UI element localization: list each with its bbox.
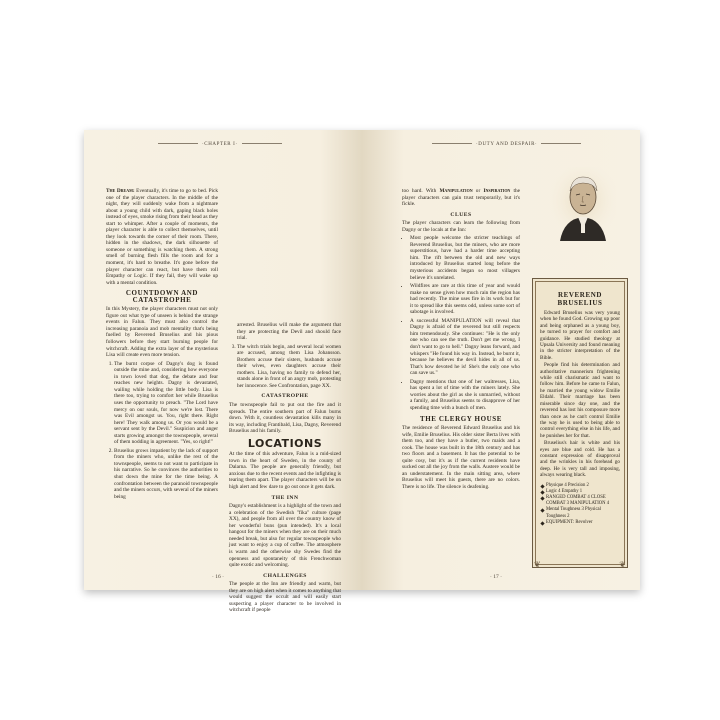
countdown-list bbox=[106, 361, 218, 500]
sidebar-body bbox=[540, 310, 620, 479]
clues-heading: CLUES bbox=[450, 211, 472, 218]
left-column-1 bbox=[106, 188, 218, 502]
left-column-2 bbox=[229, 322, 341, 616]
clue-item: • Most people welcome the stricter teachings of Reverend Bruselius, but the miners, who are more superstitious, have had a harder time accepting him. The rift between the old and new ways introduced by Bruselius started long before the mysterious accidents began so most villagers believe it's unrelated. bbox=[410, 235, 520, 281]
countdown-item: 2. Bruselius grows impatient by the lack of support from the miners who, unlike the rest of the townspeople, seems to not want to participate in his narrative. So he convinces the authorities to shut down the mine for the time being. A confrontation between the paranoid townspeople and the miners occurs, with several of the miners being bbox=[114, 448, 218, 500]
stat-line: Physique 4 Precision 2 bbox=[540, 483, 620, 489]
stat-line: Logic 4 Empathy 1 bbox=[540, 489, 620, 495]
clergy-house-heading: THE CLERGY HOUSE bbox=[419, 414, 503, 423]
open-book bbox=[84, 130, 640, 614]
sidebar-paragraph: Bruselius's hair is white and his eyes are blue and cold. He has a constant expression of disapproval and the wrinkles in his forehead go deep. He is very tall and imposing, always wearing black. bbox=[540, 440, 620, 479]
challenges-heading: CHALLENGES bbox=[263, 572, 307, 579]
locations-text: At the time of this adventure, Falun is a mid-sized town in the heart of Sweden, in the county of Dalarna. The people are generally friendly, but anxious due to the recent events and the infighting is tearing them apart. The player characters will be on high alert and few dare to go out once it gets dark. bbox=[229, 451, 341, 491]
sidebar-title: REVEREND BRUSELIUS bbox=[557, 291, 603, 307]
clues-list bbox=[402, 235, 520, 411]
stat-line: RANGED COMBAT 4 CLOSE COMBAT 3 MANIPULATION 4 bbox=[540, 495, 620, 507]
locations-heading: LOCATIONS bbox=[247, 436, 323, 450]
clue-item: • A successful MANIPULATION will reveal that Dagny is afraid of the reverend but still respects him tremendously. She continues: "He is the only one who can see the truth. Don't get me wrong, I don't want to go to hell." Dagny leans forward, and whispers "He found his way in. Instead, he burnt it, because he believes the devil hides in all of us. That's how devoted he is! She's the only one who can save us." bbox=[410, 318, 520, 377]
inn-heading: THE INN bbox=[271, 494, 299, 501]
ornament-icon: ❦ bbox=[534, 560, 541, 569]
countdown-item: 3. The witch trials begin, and several local women are accused, among them Lisa Johansson. Brothers accuse their sisters, husbands accuse their wives, even daughters accuse their mothers. Lisa, having no family to defend her, stands alone in front of an angry mob, protesting her innocence. See Confrontation, page XX. bbox=[237, 344, 341, 390]
left-running-header: ·CHAPTER I· bbox=[154, 142, 286, 147]
right-page bbox=[362, 130, 640, 590]
dream-paragraph: The Dream: Eventually, it's time to go to bed. Pick one of the player characters. In the middle of the night, they will suddenly wake from a nightmare about a young child with dark, gaping black holes instead of eyes, smoke rising from their head as they start to whimper. After a couple of moments, the player character is able to collect themselves, until they look towards the corner of their room. There, hidden in the shadows, the dark silhouette of someone or something is watching them. A strong smell of burning flesh fills the room and for a moment, it's hard to breathe. It's gone before the player character can react, but have them roll Empathy or Logic. If they fail, they will wake up with a mental condition. bbox=[106, 188, 218, 286]
clues-intro: The player characters can learn the following from Dagny or the locals at the Inn: bbox=[402, 220, 520, 233]
countdown-heading: COUNTDOWN AND CATASTROPHE bbox=[125, 289, 199, 304]
catastrophe-heading: CATASTROPHE bbox=[261, 393, 309, 400]
stat-line: EQUIPMENT: Revolver bbox=[540, 520, 620, 526]
right-column-1 bbox=[402, 188, 520, 493]
stat-line: Mental Toughness 3 Physical Toughness 2 bbox=[540, 507, 620, 519]
header-rule bbox=[541, 143, 581, 144]
item-2-continued: arrested. Bruselius will make the argument that they are protecting the Devil and should face trial. bbox=[237, 322, 341, 342]
ornament-icon: ❦ bbox=[619, 560, 626, 569]
catastrophe-text: The townspeople fail to put out the fire and it spreads. The entire southern part of Falun burns down. With it, countless devastation kills many in its way, including Frantibald, Lisa, Dagny, Reverend Bruselius and his family. bbox=[229, 402, 341, 435]
sidebar-paragraph: People find his determination and authoritative mannerism frightening while still charismatic and want to follow him. Before he came to Falun, he married the young widow Emilie Eldahl. Their marriage has been miserable since day one, and the reverend has lost his composure more than once as he can't control Emilie the way he is used to being able to control everything else in his life, and he punishes her for that. bbox=[540, 362, 620, 439]
challenges-continued: too hard. With Manipulation or Inspiration the player characters can gain trust temporarily, but it's fickle. bbox=[402, 188, 521, 208]
chapter-title: DUTY AND DESPAIR bbox=[478, 142, 536, 147]
countdown-list-cont bbox=[229, 344, 341, 390]
header-rule bbox=[432, 143, 472, 144]
sidebar-paragraph: Edward Bruselius was very young when he found God. Growing up poor and being orphaned as a young boy, he turned to prayer for comfort and guidance. He studied theology at Upsala University and found meaning in the stricter interpretation of the Bible. bbox=[540, 310, 620, 361]
page-number-left: · 16 · bbox=[212, 574, 224, 580]
inn-text: Dagny's establishment is a highlight of the town and a celebration of the Swedish "fika" culture (page XX), and people from all over the country know of her wonderful buns (pun intended). It's a local hangout for the miners when they are on their much needed break, but also for regular townspeople who just want to enjoy a cup of coffee. The atmosphere is warm and the otherwise shy Swedes find the openness and spontaneity of this Frenchwoman quite exotic and welcoming. bbox=[229, 503, 341, 569]
left-page bbox=[84, 130, 362, 614]
page-number-right: · 17 · bbox=[490, 574, 502, 580]
clue-item: • Dagny mentions that one of her waitresses, Lisa, has spent a lot of time with the miners lately. She worries about the girl as she is unmarried, without a family, and Bruselius seems to disapprove of her spending time with a bunch of men. bbox=[410, 379, 520, 412]
header-rule bbox=[242, 143, 282, 144]
header-rule bbox=[158, 143, 198, 144]
reverend-bruselius-sidebar bbox=[532, 278, 628, 568]
right-running-header: ·DUTY AND DESPAIR· bbox=[428, 142, 585, 147]
clergy-house-text: The residence of Reverend Edward Bruselius and his wife, Emilie Bruselius. His older sister Berta lives with them too, and they have a butler, two maids and a cook. The house was built in the 18th century and has two floors and a basement. It has the potential to be quite cosy, but it's as if the current residents have sucked out all the joy from the walls. Austere would be an understatement. In the main sitting area, where Bruselius will meet his guests, there are no colors. There is no life. The silence is deafening. bbox=[402, 425, 520, 490]
reverend-portrait bbox=[550, 167, 616, 241]
chapter-label: CHAPTER I bbox=[204, 142, 236, 147]
countdown-item: 1. The burnt corpse of Dagny's dog is found outside the mine and, considering how everyone in town loved that dog, the debate and fear reaches new heights. Dagny is devastated, wailing while holding the little body. Lisa is there too, trying to comfort her while Bruselius uses the opportunity to preach. "The Lord have mercy on our souls, for now we're lost. There was Evil amongst us. You, right there. Right here! They walk among us. Or you would be a servant sent by the Devil." Suspicion and anger starts growing amongst the townspeople, several of them nodding in agreement. "Yes, so right!" bbox=[114, 361, 218, 446]
clue-item: • Wildfires are rare at this time of year and would make no sense given how much rain the region has had recently. The mine uses fire in its work but for it to spread like this seems odd, unless some sort of sabotage is involved. bbox=[410, 283, 520, 316]
stat-block bbox=[540, 483, 620, 526]
countdown-intro: In this Mystery, the player characters must not only figure out what type of unseen is behind the strange events in Falun. They must also control the increasing paranoia and mob mentality that's being fuelled by Reverend Bruselius and his pious followers before they start burning people for witchcraft. Adding the extra layer of the mysterious Lisa will create even more tension. bbox=[106, 306, 218, 359]
challenges-text: The people at the Inn are friendly and warm, but they are on high alert when it comes to anything that would suggest the occult and will easily start suspecting a player character to be involved in witchcraft if people bbox=[229, 581, 341, 614]
